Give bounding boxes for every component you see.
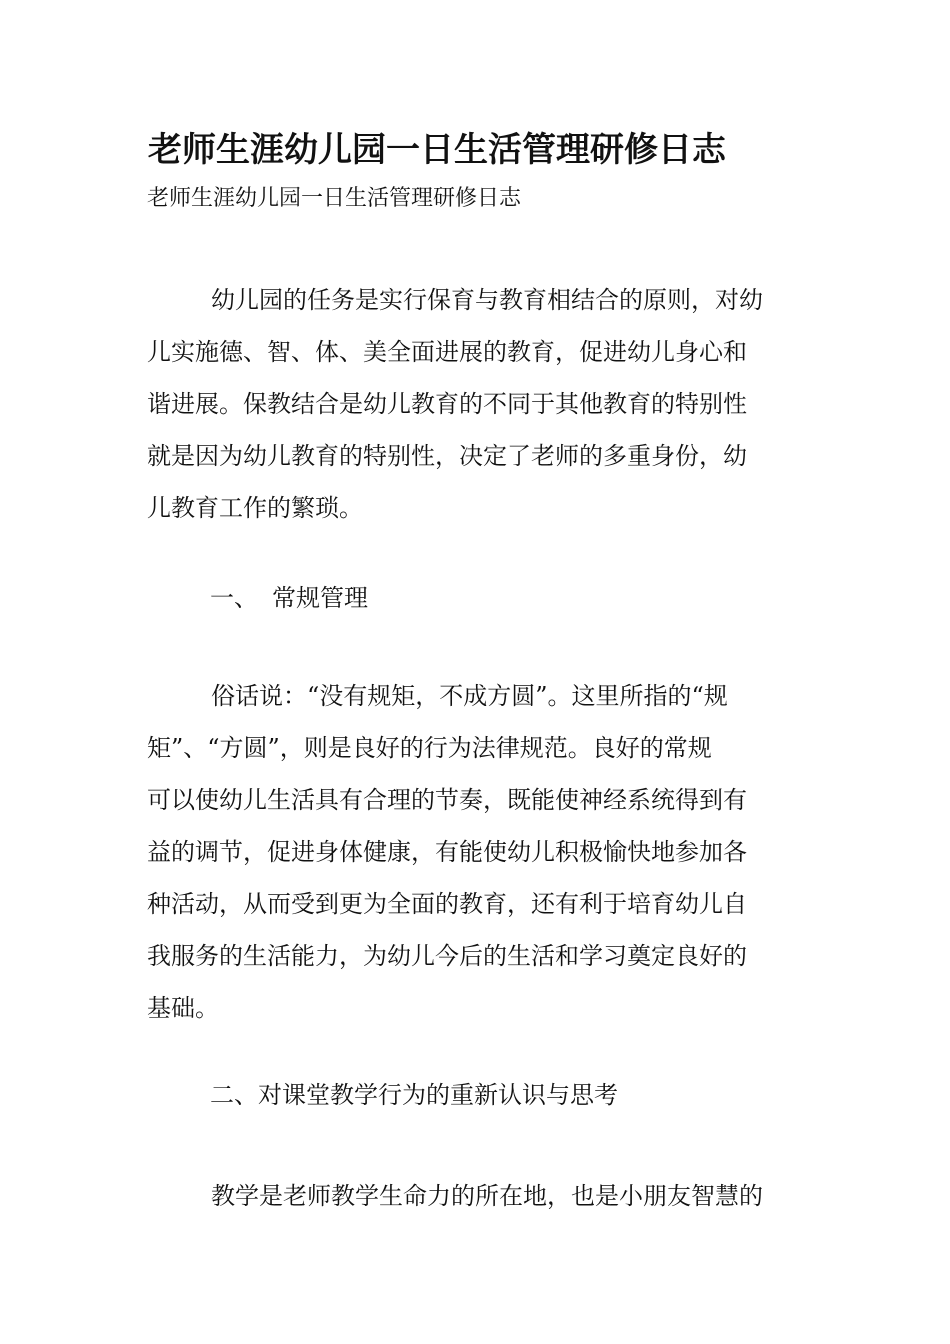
paragraph-line: 幼儿园的任务是实行保育与教育相结合的原则，对幼 [211, 286, 763, 314]
paragraph-line: 教学是老师教学生命力的所在地，也是小朋友智慧的 [211, 1182, 763, 1210]
section-title: 常规管理 [272, 584, 368, 612]
paragraph-line: 基础。 [147, 994, 219, 1022]
routine-paragraph [147, 670, 807, 1034]
paragraph-line: 儿实施德、智、体、美全面进展的教育，促进幼儿身心和 [147, 338, 747, 366]
paragraph-line: 俗话说：“没有规矩，不成方圆”。这里所指的“规 [211, 682, 728, 710]
document-subtitle: 老师生涯幼儿园一日生活管理研修日志 [147, 186, 522, 211]
paragraph-line: 可以使幼儿生活具有合理的节奏，既能使神经系统得到有 [147, 786, 747, 814]
paragraph-line: 儿教育工作的繁琐。 [147, 494, 363, 522]
section-number: 一、 [210, 584, 258, 612]
paragraph-line: 种活动，从而受到更为全面的教育，还有利于培育幼儿自 [147, 890, 747, 918]
paragraph-line: 矩”、“方圆”，则是良好的行为法律规范。良好的常规 [147, 734, 712, 762]
section-heading-routine [210, 578, 368, 618]
teaching-paragraph [147, 1170, 807, 1222]
document-title: 老师生涯幼儿园一日生活管理研修日志 [148, 130, 726, 170]
paragraph-line: 谐进展。保教结合是幼儿教育的不同于其他教育的特别性 [147, 390, 747, 418]
intro-paragraph [147, 274, 807, 534]
paragraph-line: 就是因为幼儿教育的特别性，决定了老师的多重身份，幼 [147, 442, 747, 470]
paragraph-line: 益的调节，促进身体健康，有能使幼儿积极愉快地参加各 [147, 838, 747, 866]
paragraph-line: 我服务的生活能力，为幼儿今后的生活和学习奠定良好的 [147, 942, 747, 970]
section-heading-teaching: 二、对课堂教学行为的重新认识与思考 [210, 1081, 618, 1109]
